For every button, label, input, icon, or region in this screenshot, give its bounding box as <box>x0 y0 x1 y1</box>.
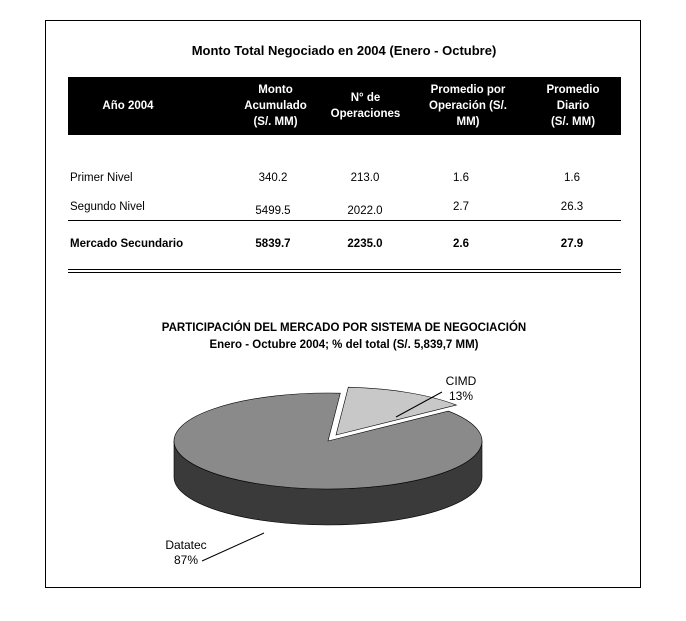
cell-label: Primer Nivel <box>70 172 133 184</box>
header-promedio-diario-line2: Diario <box>556 100 590 112</box>
cell-promedio-diario: 26.3 <box>560 201 584 213</box>
header-promedio-diario-line3: (S/. MM) <box>550 116 596 128</box>
cell-label: Mercado Secundario <box>70 238 184 250</box>
slice-name-cimd: CIMD <box>445 374 477 388</box>
slice-value-datatec: 87% <box>173 553 199 567</box>
slice-value-cimd: 13% <box>448 389 474 403</box>
header-operaciones-line2: Operaciones <box>330 108 401 120</box>
header-operaciones-line1: N° de <box>350 92 381 104</box>
cell-operaciones: 2235.0 <box>347 238 383 250</box>
header-monto-line3: (S/. MM) <box>253 116 298 128</box>
chart-subtitle: Enero - Octubre 2004; % del total (S/. 5,839,7 MM) <box>209 339 479 351</box>
pie-chart <box>46 21 642 589</box>
cell-operaciones: 213.0 <box>350 172 380 184</box>
cell-promedio-operacion: 2.7 <box>453 201 469 213</box>
header-monto-line2: Acumulado <box>244 100 307 112</box>
cell-monto: 5499.5 <box>255 205 291 217</box>
header-monto-line1: Monto <box>258 84 293 96</box>
slice-name-datatec: Datatec <box>165 538 207 552</box>
slice-label-datatec <box>146 538 226 568</box>
cell-monto: 340.2 <box>258 172 288 184</box>
slice-label-cimd <box>426 374 496 404</box>
table-title: Monto Total Negociado en 2004 (Enero - Octubre) <box>191 43 497 58</box>
header-promedio-diario-line1: Promedio <box>546 84 600 96</box>
cell-promedio-operacion: 2.6 <box>453 238 469 250</box>
cell-promedio-operacion: 1.6 <box>453 172 469 184</box>
header-promedio-operacion-line2: Operación (S/. <box>429 100 507 112</box>
chart-title: PARTICIPACIÓN DEL MERCADO POR SISTEMA DE NEGOCIACIÓN <box>161 322 527 334</box>
header-promedio-operacion-line3: MM) <box>456 116 480 128</box>
cell-operaciones: 2022.0 <box>347 205 383 217</box>
header-promedio-operacion-line1: Promedio por <box>430 84 506 96</box>
cell-label: Segundo Nivel <box>70 201 145 213</box>
cell-monto: 5839.7 <box>255 238 291 250</box>
report-frame <box>45 20 641 588</box>
header-year-text: Año 2004 <box>102 100 154 112</box>
cell-promedio-diario: 27.9 <box>560 238 584 250</box>
cell-promedio-diario: 1.6 <box>564 172 580 184</box>
